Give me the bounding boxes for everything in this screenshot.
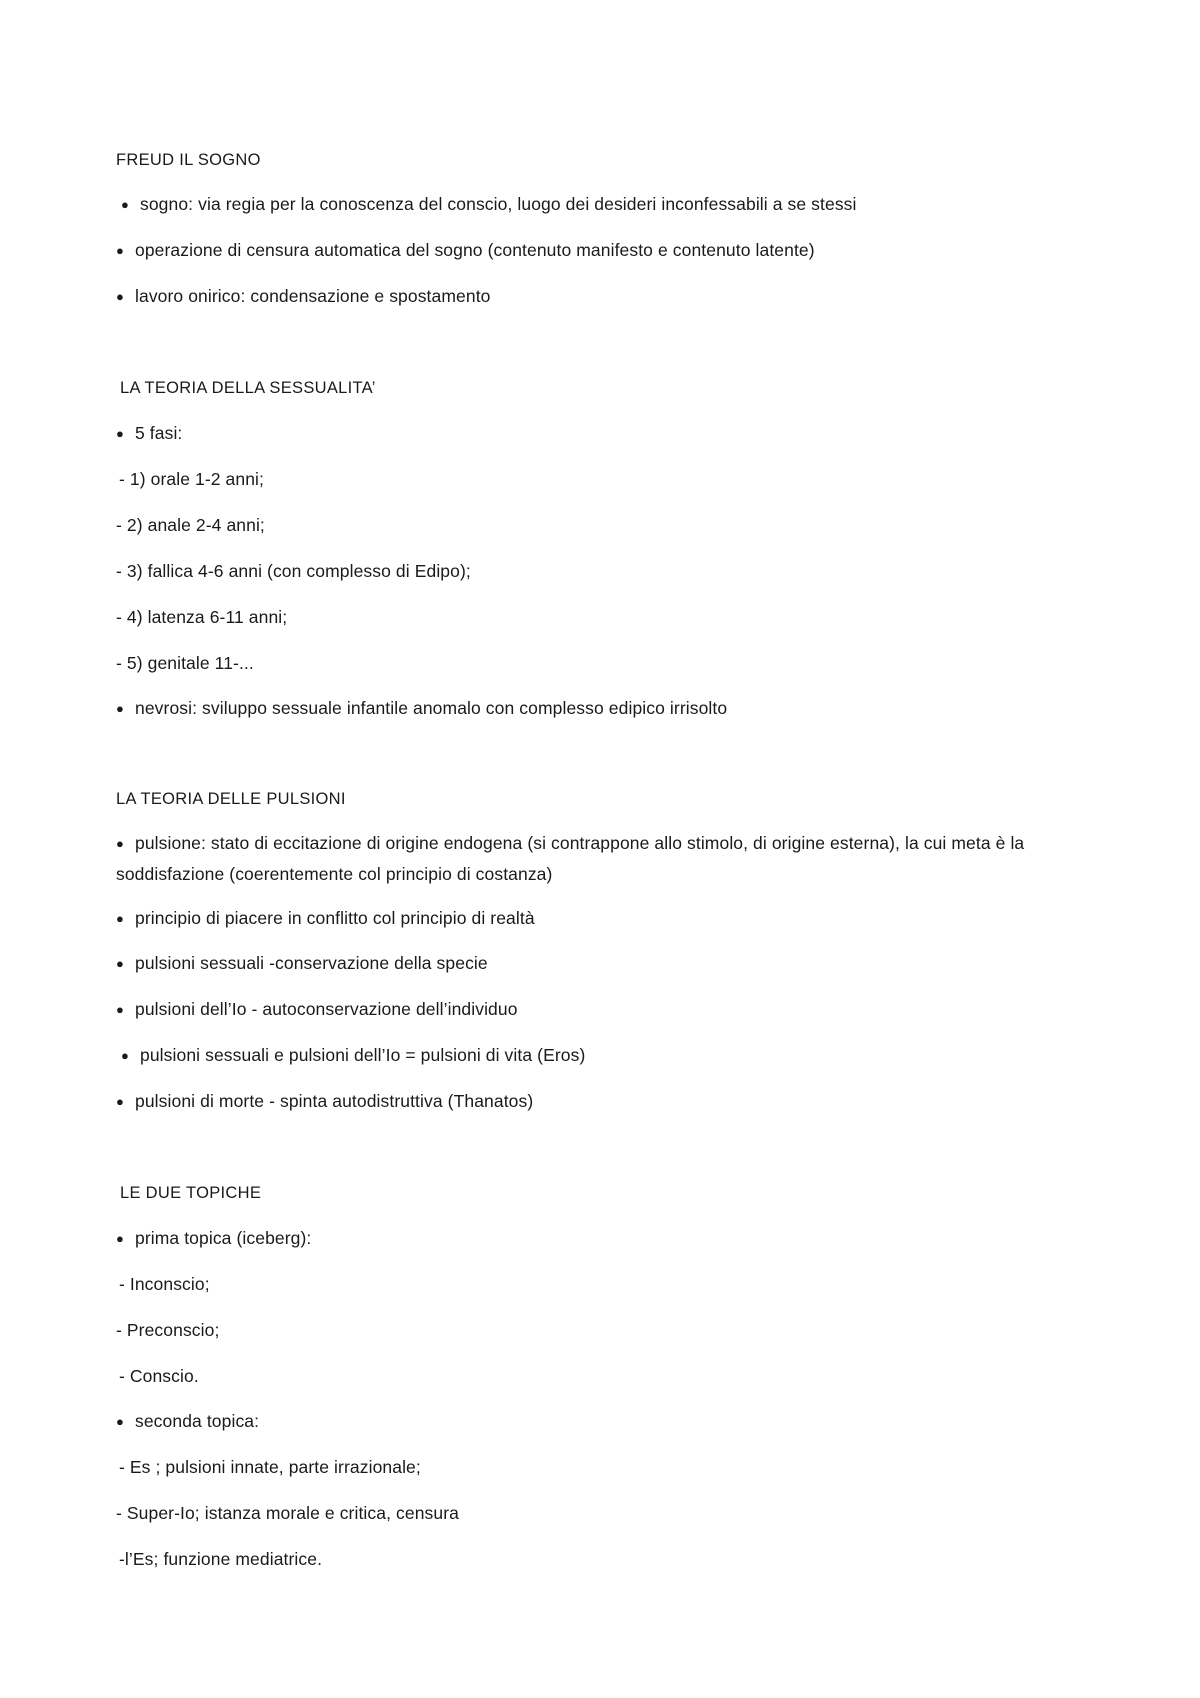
bullet-text: lavoro onirico: condensazione e spostamento — [135, 286, 491, 306]
list-item: - Super-Io; istanza morale e critica, censura — [116, 1503, 459, 1523]
bullet-text: seconda topica: — [135, 1411, 260, 1431]
bullet-item — [116, 696, 727, 721]
bullet-item — [116, 951, 488, 976]
bullet-text: operazione di censura automatica del sogno (contenuto manifesto e contenuto latente) — [135, 240, 815, 260]
bullet-item — [116, 284, 491, 309]
bullet-text: principio di piacere in conflitto col principio di realtà — [135, 908, 535, 928]
section-heading-sessualita: LA TEORIA DELLA SESSUALITA’ — [120, 379, 376, 397]
list-item: - 2) anale 2-4 anni; — [116, 515, 265, 535]
bullet-item — [121, 1043, 585, 1068]
bullet-item — [116, 828, 1076, 889]
bullet-text: nevrosi: sviluppo sessuale infantile anomalo con complesso edipico irrisolto — [135, 698, 728, 718]
bullet-item — [116, 906, 535, 931]
bullet-text: pulsioni sessuali e pulsioni dell’Io = pulsioni di vita (Eros) — [140, 1045, 586, 1065]
bullet-text: sogno: via regia per la conoscenza del conscio, luogo dei desideri inconfessabili a se stessi — [140, 194, 857, 214]
list-item: - Es ; pulsioni innate, parte irrazionale; — [119, 1457, 421, 1477]
bullet-item — [121, 192, 857, 217]
list-item: - 5) genitale 11-... — [116, 653, 254, 673]
section-heading-sogno: FREUD IL SOGNO — [116, 151, 261, 169]
list-item: - 4) latenza 6-11 anni; — [116, 607, 288, 627]
bullet-text: pulsioni sessuali -conservazione della specie — [135, 953, 488, 973]
bullet-text: 5 fasi: — [135, 423, 183, 443]
list-item: - Conscio. — [119, 1366, 199, 1386]
bullet-text: pulsione: stato di eccitazione di origine endogena (si contrappone allo stimolo, di origine esterna), la cui meta è la soddisfazione (coerentemente col principio di costanza) — [116, 833, 1025, 884]
list-item: - Inconscio; — [119, 1274, 210, 1294]
section-heading-topiche: LE DUE TOPICHE — [120, 1184, 262, 1202]
list-item: -l’Es; funzione mediatrice. — [119, 1549, 323, 1569]
list-item: - Preconscio; — [116, 1320, 220, 1340]
bullet-item — [116, 997, 518, 1022]
bullet-item — [116, 238, 815, 263]
bullet-text: pulsioni dell’Io - autoconservazione dell’individuo — [135, 999, 518, 1019]
bullet-item — [116, 1409, 259, 1434]
bullet-item — [116, 1089, 533, 1114]
list-item: - 1) orale 1-2 anni; — [119, 469, 264, 489]
bullet-item — [116, 421, 182, 446]
list-item: - 3) fallica 4-6 anni (con complesso di Edipo); — [116, 561, 471, 581]
bullet-text: pulsioni di morte - spinta autodistruttiva (Thanatos) — [135, 1091, 534, 1111]
bullet-item — [116, 1226, 311, 1251]
section-heading-pulsioni: LA TEORIA DELLE PULSIONI — [116, 790, 346, 808]
bullet-text: prima topica (iceberg): — [135, 1228, 312, 1248]
